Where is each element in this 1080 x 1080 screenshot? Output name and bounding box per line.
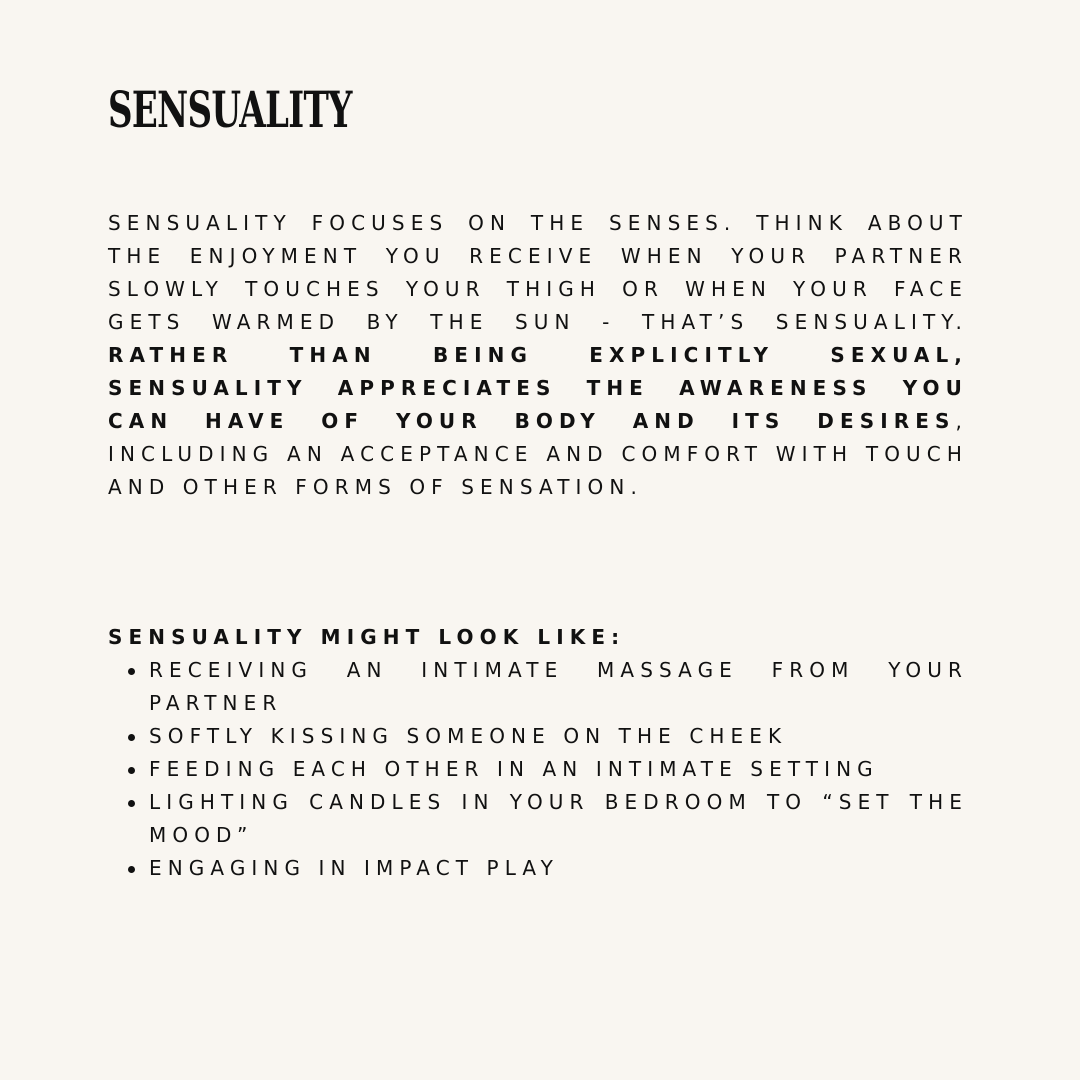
- slide: [108, 0, 968, 1080]
- bullet-icon: [128, 800, 135, 807]
- intro-bold-text: RATHER THAN BEING EXPLICITLY SEXUAL, SENSUALITY APPRECIATES THE AWARENESS YOU CAN HAVE OF YOUR BODY AND ITS DESIRES: [108, 343, 968, 433]
- list-item: [108, 654, 968, 720]
- list-item-text: ENGAGING IN IMPACT PLAY: [149, 856, 559, 880]
- examples-list: [108, 654, 968, 885]
- page-title: SENSUALITY: [108, 80, 352, 139]
- list-item: [108, 786, 968, 852]
- list-item-text: SOFTLY KISSING SOMEONE ON THE CHEEK: [149, 724, 788, 748]
- list-item-text: FEEDING EACH OTHER IN AN INTIMATE SETTING: [149, 757, 879, 781]
- bullet-icon: [128, 668, 135, 675]
- list-item: [108, 852, 968, 885]
- intro-paragraph: [108, 207, 968, 504]
- intro-text-part-2: , INCLUDING AN ACCEPTANCE AND COMFORT WITH TOUCH AND OTHER FORMS OF SENSATION.: [108, 409, 968, 499]
- list-heading: SENSUALITY MIGHT LOOK LIKE:: [108, 625, 626, 649]
- bullet-icon: [128, 866, 135, 873]
- bullet-icon: [128, 734, 135, 741]
- list-item: [108, 753, 968, 786]
- list-item-text: RECEIVING AN INTIMATE MASSAGE FROM YOUR PARTNER: [149, 658, 968, 715]
- list-item-text: LIGHTING CANDLES IN YOUR BEDROOM TO “SET THE MOOD”: [149, 790, 968, 847]
- list-item: [108, 720, 968, 753]
- intro-text-part-1: SENSUALITY FOCUSES ON THE SENSES. THINK ABOUT THE ENJOYMENT YOU RECEIVE WHEN YOUR PARTNER SLOWLY TOUCHES YOUR THIGH OR WHEN YOUR FACE GETS WARMED BY THE SUN - THAT’S SENSUALITY.: [108, 211, 968, 334]
- bullet-icon: [128, 767, 135, 774]
